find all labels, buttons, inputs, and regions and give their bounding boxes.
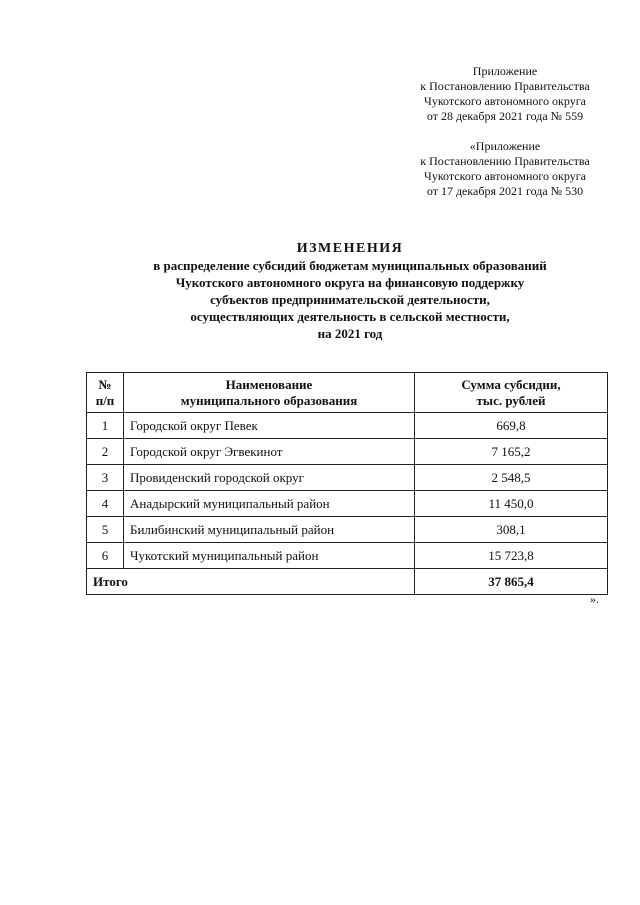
table-row xyxy=(87,439,608,465)
header-num-line2: п/п xyxy=(95,392,115,408)
row-sum: 669,8 xyxy=(415,413,608,439)
document-title xyxy=(60,240,640,342)
total-label: Итого xyxy=(87,569,415,595)
row-name: Билибинский муниципальный район xyxy=(124,517,415,543)
title-line: Чукотского автономного округа на финансовую поддержку xyxy=(175,275,525,290)
title-heading: ИЗМЕНЕНИЯ xyxy=(296,241,404,256)
title-line: на 2021 год xyxy=(317,326,383,341)
row-name: Анадырский муниципальный район xyxy=(124,491,415,517)
annex-line: от 17 декабря 2021 года № 530 xyxy=(426,184,584,198)
closing-quote-mark: ». xyxy=(590,592,599,606)
row-name: Чукотский муниципальный район xyxy=(124,543,415,569)
row-sum: 11 450,0 xyxy=(415,491,608,517)
title-line: осуществляющих деятельность в сельской местности, xyxy=(190,309,510,324)
header-num xyxy=(87,373,124,413)
annex-line: к Постановлению Правительства xyxy=(420,79,590,93)
annex-line: Чукотского автономного округа xyxy=(424,169,586,183)
table-row xyxy=(87,413,608,439)
annex-line: Чукотского автономного округа xyxy=(424,94,586,108)
annex-header-current xyxy=(380,64,630,124)
table-header-row xyxy=(87,373,608,413)
table-total-row xyxy=(87,569,608,595)
table-row xyxy=(87,517,608,543)
row-num: 6 xyxy=(87,543,124,569)
row-num: 4 xyxy=(87,491,124,517)
row-sum: 7 165,2 xyxy=(415,439,608,465)
table-row xyxy=(87,543,608,569)
annex-header-previous xyxy=(380,139,630,199)
header-sum xyxy=(415,373,608,413)
row-num: 5 xyxy=(87,517,124,543)
row-num: 3 xyxy=(87,465,124,491)
total-sum: 37 865,4 xyxy=(415,569,608,595)
annex-line: к Постановлению Правительства xyxy=(420,154,590,168)
header-name-line2: муниципального образования xyxy=(180,392,358,408)
header-sum-line1: Сумма субсидии, xyxy=(461,376,561,392)
row-num: 1 xyxy=(87,413,124,439)
header-name xyxy=(124,373,415,413)
header-name-line1: Наименование xyxy=(225,376,313,392)
title-line: субъектов предпринимательской деятельности, xyxy=(210,292,490,307)
annex-line: от 28 декабря 2021 года № 559 xyxy=(426,109,584,123)
table-row xyxy=(87,465,608,491)
row-sum: 308,1 xyxy=(415,517,608,543)
row-name: Провиденский городской округ xyxy=(124,465,415,491)
table-row xyxy=(87,491,608,517)
header-sum-line2: тыс. рублей xyxy=(476,392,546,408)
row-sum: 15 723,8 xyxy=(415,543,608,569)
row-num: 2 xyxy=(87,439,124,465)
row-sum: 2 548,5 xyxy=(415,465,608,491)
row-name: Городской округ Певек xyxy=(124,413,415,439)
header-num-line1: № xyxy=(98,376,112,392)
subsidies-table xyxy=(86,372,608,595)
annex-line: «Приложение xyxy=(469,139,541,153)
title-line: в распределение субсидий бюджетам муниципальных образований xyxy=(153,258,547,273)
row-name: Городской округ Эгвекинот xyxy=(124,439,415,465)
annex-line: Приложение xyxy=(472,64,538,78)
